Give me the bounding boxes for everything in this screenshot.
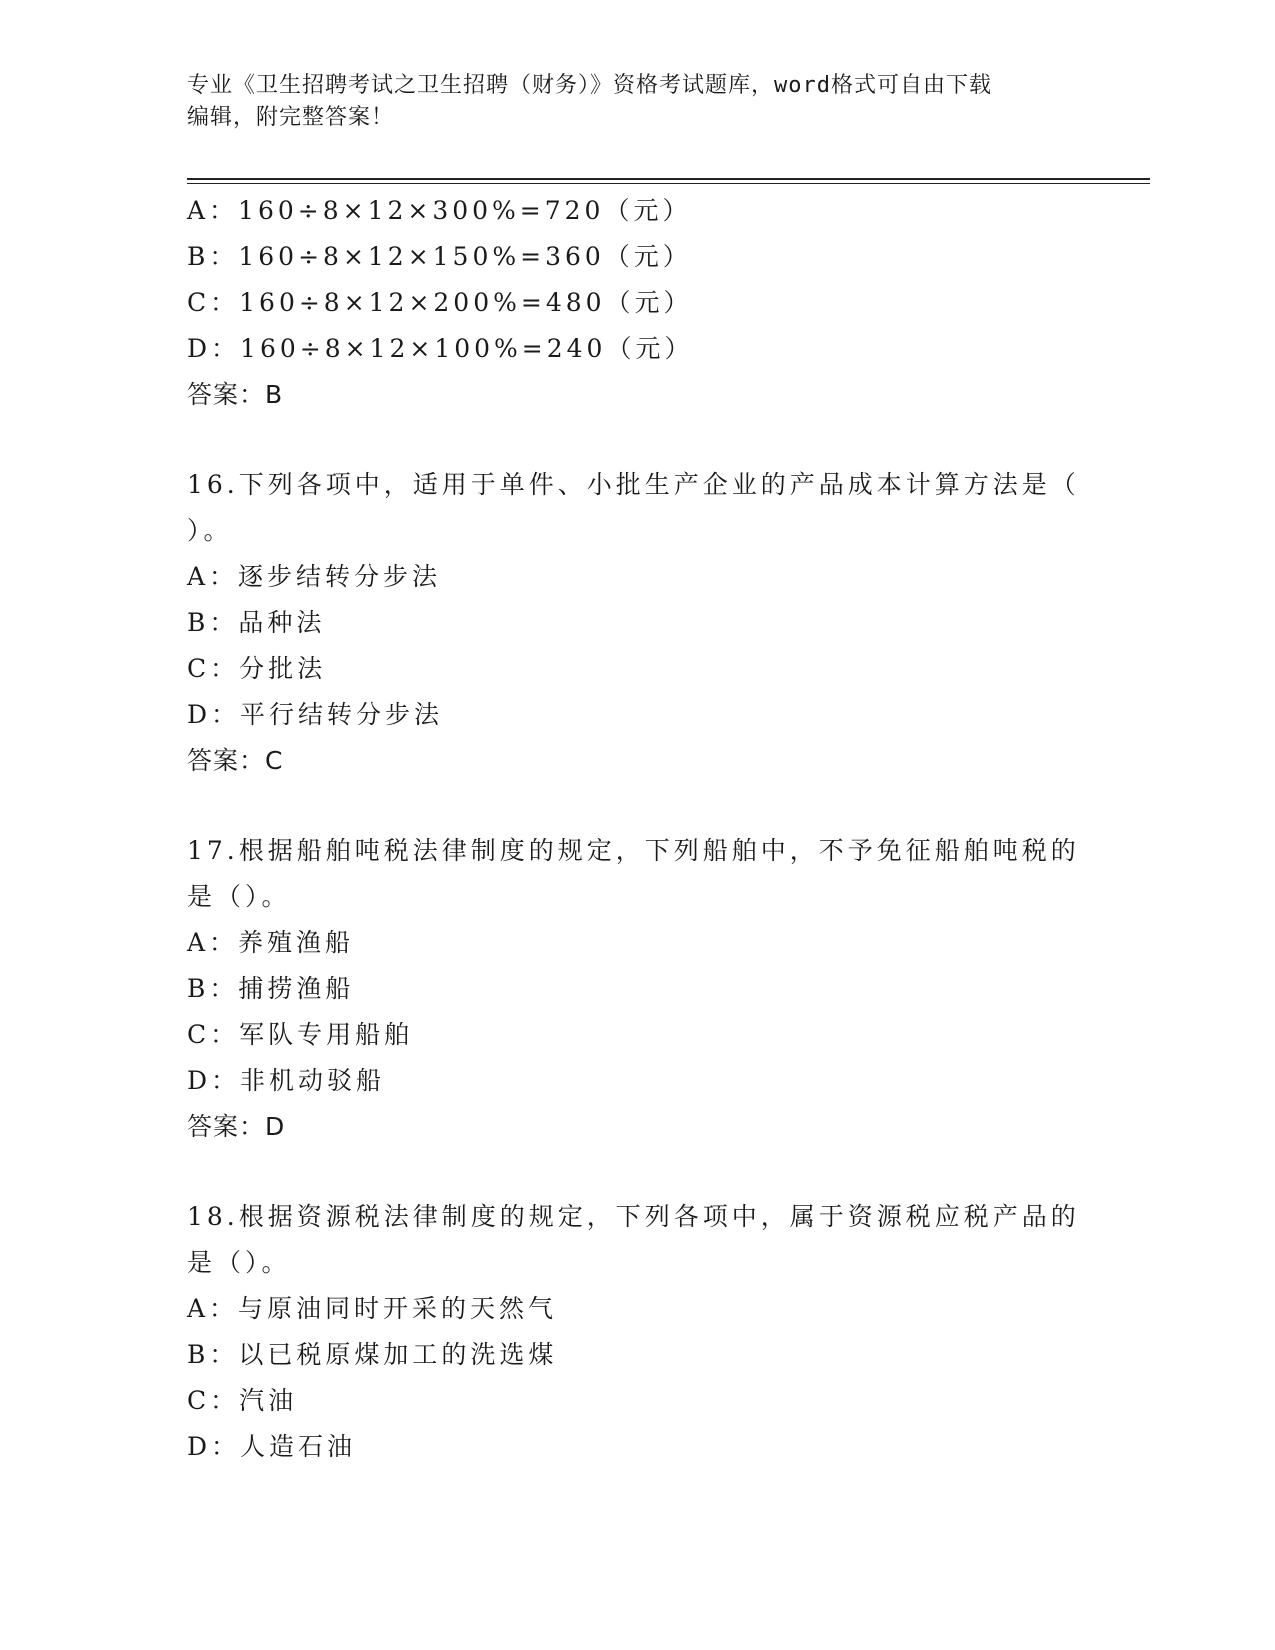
option-a: A：160÷8×12×300%=720（元） bbox=[187, 196, 692, 225]
question-stem-continued: ）。 bbox=[187, 516, 233, 545]
option-d: D：非机动驳船 bbox=[187, 1066, 386, 1095]
spacer bbox=[187, 784, 1087, 828]
question-stem-continued: 是（）。 bbox=[187, 882, 291, 911]
option-a: A：养殖渔船 bbox=[187, 928, 355, 957]
option-a: A：与原油同时开采的天然气 bbox=[187, 1294, 558, 1323]
option-d: D：160÷8×12×100%=240（元） bbox=[187, 334, 694, 363]
question-stem: 16.下列各项中，适用于单件、小批生产企业的产品成本计算方法是（ bbox=[187, 470, 1080, 499]
question-18 bbox=[187, 1194, 1087, 1470]
header-divider-top bbox=[187, 178, 1150, 180]
option-c: C：军队专用船舶 bbox=[187, 1020, 414, 1049]
header-line-2: 编辑，附完整答案！ bbox=[187, 105, 395, 130]
document-header bbox=[187, 70, 1087, 134]
answer-text: 答案：D bbox=[187, 1112, 286, 1141]
option-c: C：分批法 bbox=[187, 654, 327, 683]
option-b: B：160÷8×12×150%=360（元） bbox=[187, 242, 692, 271]
option-c: C：汽油 bbox=[187, 1386, 298, 1415]
answer-text: 答案：C bbox=[187, 746, 284, 775]
option-b: B：以已税原煤加工的洗选煤 bbox=[187, 1340, 558, 1369]
question-15 bbox=[187, 188, 1087, 418]
option-d: D：平行结转分步法 bbox=[187, 700, 444, 729]
spacer bbox=[187, 418, 1087, 462]
question-stem: 17.根据船舶吨税法律制度的规定，下列船舶中，不予免征船舶吨税的 bbox=[187, 836, 1080, 865]
header-line-1: 专业《卫生招聘考试之卫生招聘（财务）》资格考试题库，word格式可自由下载 bbox=[187, 73, 992, 98]
question-stem-continued: 是（）。 bbox=[187, 1248, 291, 1277]
option-b: B：品种法 bbox=[187, 608, 326, 637]
question-17 bbox=[187, 828, 1087, 1150]
option-b: B：捕捞渔船 bbox=[187, 974, 355, 1003]
question-list bbox=[187, 188, 1087, 1470]
option-c: C：160÷8×12×200%=480（元） bbox=[187, 288, 693, 317]
answer-text: 答案：B bbox=[187, 380, 284, 409]
spacer bbox=[187, 1150, 1087, 1194]
question-stem: 18.根据资源税法律制度的规定，下列各项中，属于资源税应税产品的 bbox=[187, 1202, 1080, 1231]
option-a: A：逐步结转分步法 bbox=[187, 562, 442, 591]
question-16 bbox=[187, 462, 1087, 784]
option-d: D：人造石油 bbox=[187, 1432, 357, 1461]
header-divider-bottom bbox=[187, 183, 1150, 184]
